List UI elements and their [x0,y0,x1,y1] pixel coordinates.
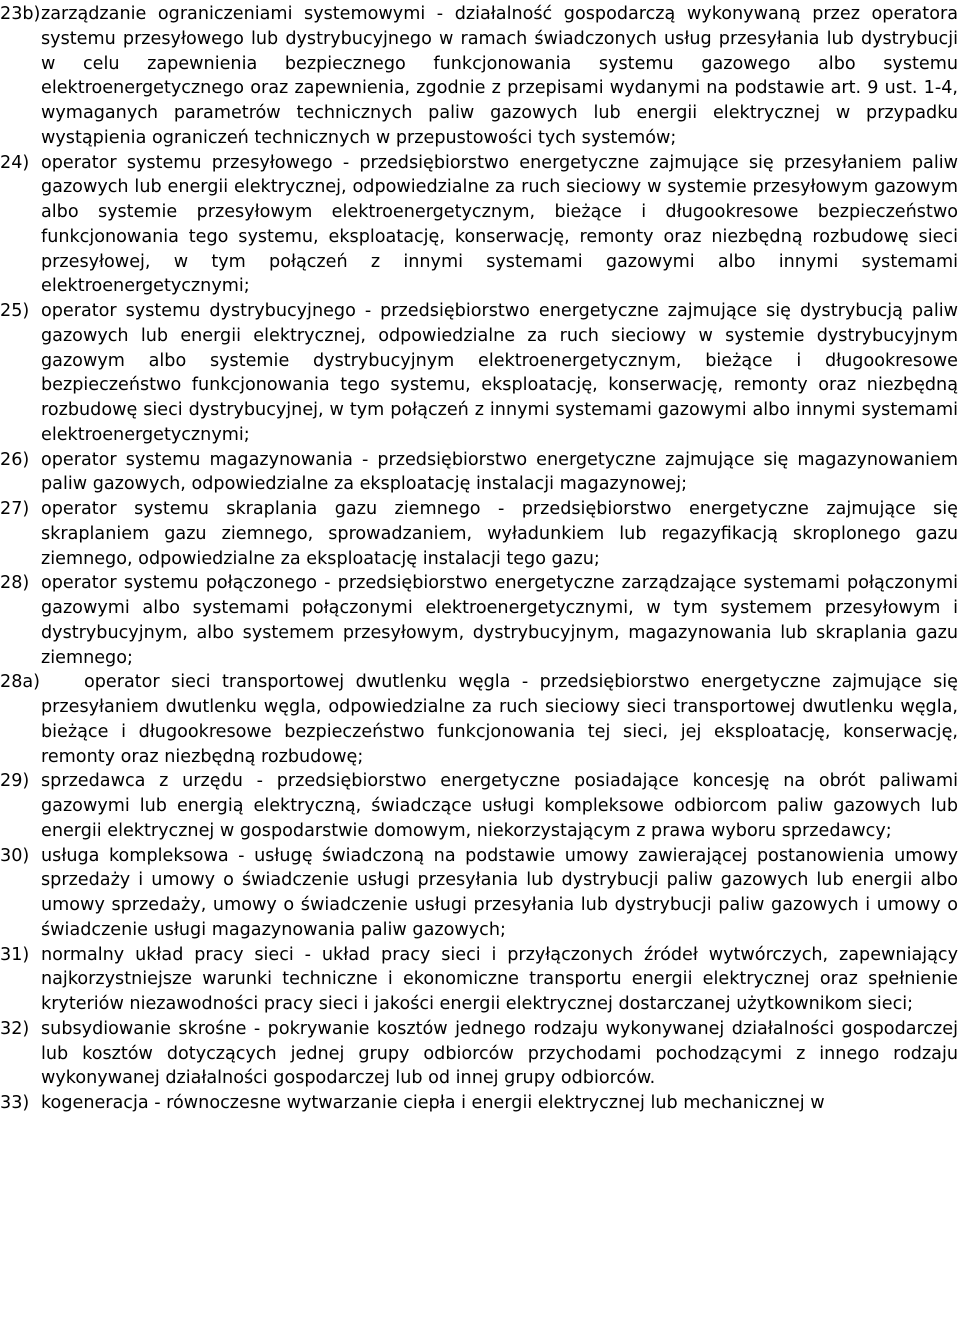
definition-item-26 [0,448,958,498]
item-text: subsydiowanie skrośne - pokrywanie kosztów jednego rodzaju wykonywanej działalności gospodarczej lub kosztów dotyczących jednej grupy odbiorców przychodami pochodzącymi z innego rodzaju wykonywanej działalności gospodarczej lub od innej grupy odbiorców. [41,1018,958,1089]
definition-item-28 [0,571,958,670]
item-number: 28a) [0,672,41,693]
item-text: kogeneracja - równoczesne wytwarzanie ciepła i energii elektrycznej lub mechanicznej w [41,1093,825,1113]
item-number: 24) [0,152,30,173]
definition-item-31 [0,943,958,1017]
item-number: 28) [0,573,30,594]
definition-item-25 [0,299,958,448]
item-number: 29) [0,771,30,792]
item-text: operator systemu magazynowania - przedsiębiorstwo energetyczne zajmujące się magazynowaniem paliw gazowych, odpowiedzialne za eksploatację instalacji magazynowej; [41,449,958,495]
item-number: 27) [0,499,30,519]
definition-item-23b [0,2,958,151]
item-text: operator sieci transportowej dwutlenku węgla - przedsiębiorstwo energetyczne zajmujące się przesyłaniem dwutlenku węgla, odpowiedzialne za ruch sieciowy sieci transportowej dwutlenku węgla, bieżące i długookresowe bezpieczeństwo funkcjonowania tej sieci, jej eksploatację, konserwację, remonty oraz niezbędną rozbudowę; [41,672,958,767]
definition-item-32 [0,1017,958,1091]
item-text: usługa kompleksowa - usługę świadczoną na podstawie umowy zawierającej postanowienia umowy sprzedaży i umowy o świadczenie usługi przesyłania lub dystrybucji paliw gazowych lub energii albo umowy sprzedaży, umowy o świadczenie usługi przesyłania lub dystrybucji paliw gazowych i umowy o świadczenie usługi magazynowania paliw gazowych; [41,845,958,940]
item-text: sprzedawca z urzędu - przedsiębiorstwo energetyczne posiadające koncesję na obrót paliwami gazowymi lub energią elektryczną, świadczące usługi kompleksowe odbiorcom paliw gazowych lub energii elektrycznej w gospodarstwie domowym, niekorzystającym z prawa wyboru sprzedawcy; [41,771,958,841]
item-text: operator systemu przesyłowego - przedsiębiorstwo energetyczne zajmujące się przesyłaniem paliw gazowych lub energii elektrycznej, odpowiedzialne za ruch sieciowy w systemie przesyłowym gazowym albo systemie przesyłowym elektroenergetycznym, bieżące i długookresowe bezpieczeństwo funkcjonowania tego systemu, eksploatację, konserwację, remonty oraz niezbędną rozbudowę sieci przesyłowej, w tym połączeń z innymi systemami gazowymi albo innymi systemami elektroenergetycznymi; [41,152,958,297]
item-number: 31) [0,944,30,965]
item-number: 32) [0,1018,30,1039]
item-number: 25) [0,301,30,321]
definition-item-27 [0,497,958,571]
item-text: zarządzanie ograniczeniami systemowymi - działalność gospodarczą wykonywaną przez operatora systemu przesyłowego lub dystrybucyjnego w ramach świadczonych usług przesyłania lub dystrybucji w celu zapewnienia bezpiecznego funkcjonowania systemu gazowego albo systemu elektroenergetycznego oraz zapewnienia, zgodnie z przepisami wydanymi na podstawie art. 9 ust. 1-4, wymaganych parametrów technicznych paliw gazowych lub energii elektrycznej w przypadku wystąpienia ograniczeń technicznych w przepustowości tych systemów; [41,4,958,148]
item-text: operator systemu połączonego - przedsiębiorstwo energetyczne zarządzające systemami połączonymi gazowymi albo systemami połączonymi elektroenergetycznymi, w tym systemem przesyłowym i dystrybucyjnym, albo systemem przesyłowym, dystrybucyjnym, magazynowania lub skraplania gazu ziemnego; [41,573,958,668]
item-text: operator systemu skraplania gazu ziemnego - przedsiębiorstwo energetyczne zajmujące się skraplaniem gazu ziemnego, sprowadzaniem, wyładunkiem lub regazyfikacją skroplonego gazu ziemnego, odpowiedzialne za eksploatację instalacji tego gazu; [41,499,958,569]
definition-item-30 [0,844,958,943]
item-number: 26) [0,449,30,470]
definition-item-33 [0,1091,958,1116]
definition-item-28a [0,670,958,769]
item-number: 30) [0,845,30,866]
definition-item-29 [0,769,958,843]
item-text: operator systemu dystrybucyjnego - przedsiębiorstwo energetyczne zajmujące się dystrybucją paliw gazowych lub energii elektrycznej, odpowiedzialne za ruch sieciowy w systemie dystrybucyjnym gazowym albo systemie dystrybucyjnym elektroenergetycznym, bieżące i długookresowe bezpieczeństwo funkcjonowania tego systemu, eksploatację, konserwację, remonty oraz niezbędną rozbudowę sieci dystrybucyjnej, w tym połączeń z innymi systemami gazowymi albo innymi systemami elektroenergetycznymi; [41,301,958,445]
item-text: normalny układ pracy sieci - układ pracy sieci i przyłączonych źródeł wytwórczych, zapewniający najkorzystniejsze warunki techniczne i ekonomiczne transportu energii elektrycznej oraz spełnienie kryteriów niezawodności pracy sieci i jakości energii elektrycznej dostarczanej użytkownikom sieci; [41,944,958,1014]
definition-item-24 [0,151,958,300]
item-number: 33) [0,1093,30,1113]
item-number: 23b) [0,4,41,24]
